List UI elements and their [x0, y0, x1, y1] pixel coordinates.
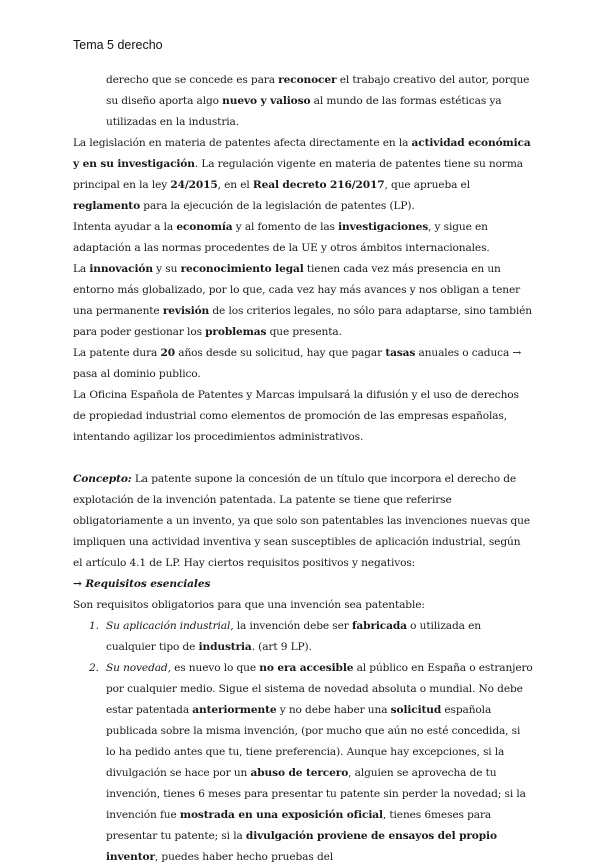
- list-item: 1. Su aplicación industrial, la invención debe ser fabricada o utilizada en cualquier tipo de industria. (art 9 LP).: [89, 620, 481, 653]
- paragraph-concepto: Concepto: La patente supone la concesión de un título que incorpora el derecho de explotación de la invención patentada. La patente se tiene que referirse obligatoriamente a un invento, ya que solo son patentables las invenciones nuevas que impliquen una actividad inventiva y sean susceptibles de aplicación industrial, según el artículo 4.1 de LP. Hay ciertos requisitos positivos y negativos:: [73, 473, 531, 569]
- spacer: [73, 448, 533, 469]
- document-body: [73, 70, 533, 868]
- paragraph-legislacion: La legislación en materia de patentes afecta directamente en la actividad económica y en su investigación. La regulación vigente en materia de patentes tiene su norma principal en la ley 24/2015, en el Real decreto 216/2017, que aprueba el reglamento para la ejecución de la legislación de patentes (LP).: [73, 137, 531, 212]
- paragraph-duracion: La patente dura 20 años desde su solicitud, hay que pagar tasas anuales o caduca → pasa al dominio publico.: [73, 347, 522, 380]
- list-item: 2. Su novedad, es nuevo lo que no era accesible al público en España o estranjero por cualquier medio. Sigue el sistema de novedad absoluta o mundial. No debe estar patentada anteriormente y no debe haber una solicitud española publicada sobre la misma invención, (por mucho que aún no esté concedida, si lo ha pedido antes que tu, tiene preferencia). Aunque hay excepciones, si la divulgación se hace por un abuso de tercero, alguien se aprovecha de tu invención, tienes 6 meses para presentar tu patente sin perder la novedad; si la invención fue mostrada en una exposición oficial, tienes 6meses para presentar tu patente; si la divulgación proviene de ensayos del propio inventor, puedes haber hecho pruebas del: [89, 662, 533, 863]
- paragraph-requisitos-intro: Son requisitos obligatorios para que una invención sea patentable:: [73, 599, 425, 611]
- paragraph-innovacion: La innovación y su reconocimiento legal tienen cada vez más presencia en un entorno más globalizado, por lo que, cada vez hay más avances y nos obligan a tener una permanente revisión de los criterios legales, no sólo para adaptarse, sino también para poder gestionar los problemas que presenta.: [73, 263, 532, 338]
- paragraph-oficina: La Oficina Española de Patentes y Marcas impulsará la difusión y el uso de derechos de propiedad industrial como elementos de promoción de las empresas españolas, intentando agilizar los procedimientos administrativos.: [73, 389, 519, 443]
- paragraph-economia: Intenta ayudar a la economía y al fomento de las investigaciones, y sigue en adaptación a las normas procedentes de la UE y otros ámbitos internacionales.: [73, 221, 490, 254]
- paragraph-continuation: derecho que se concede es para reconocer el trabajo creativo del autor, porque su diseño aporta algo nuevo y valioso al mundo de las formas estéticas ya utilizadas en la industria.: [106, 74, 530, 128]
- requisitos-list: [73, 616, 533, 868]
- heading-requisitos: → Requisitos esenciales: [73, 578, 211, 590]
- page-header: Tema 5 derecho: [73, 38, 163, 52]
